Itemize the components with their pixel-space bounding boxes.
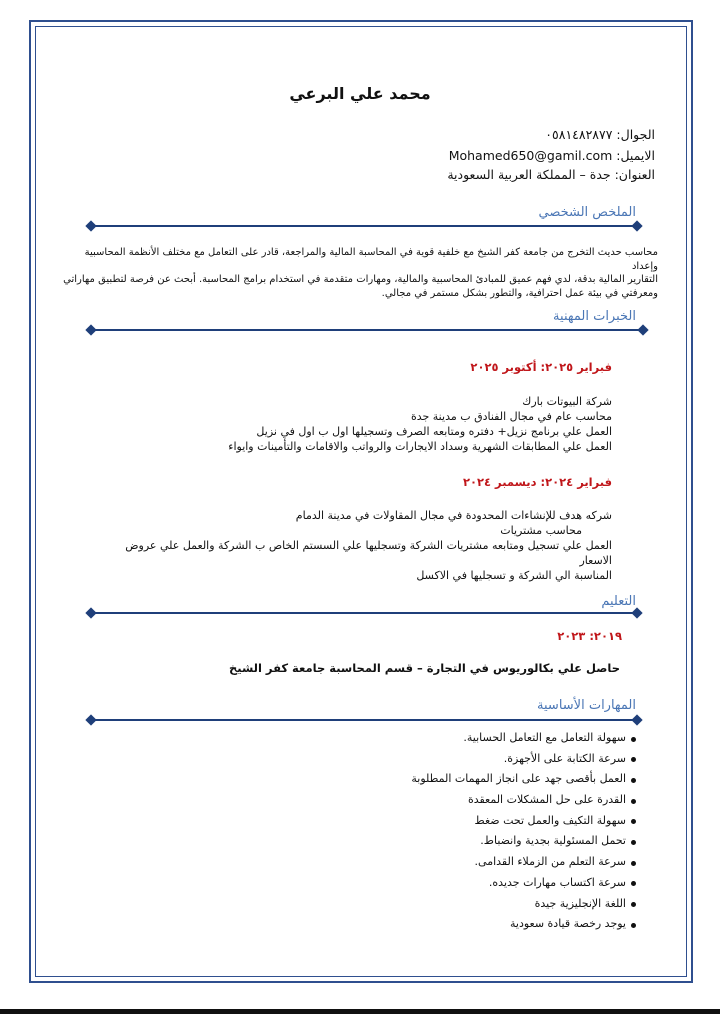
education-period: ٢٠١٩: ٢٠٢٣	[557, 629, 622, 643]
skills-divider	[91, 719, 637, 721]
summary-line: محاسب حديث التخرج من جامعة كفر الشيخ مع خلفية قوية في المحاسبة المالية والمراجعة، قادر على التعامل مع مختلف الأنظمة المحاسبية وإعداد	[84, 247, 658, 272]
summary-line: التقارير المالية بدقة، لدي فهم عميق للمبادئ المحاسبية والمالية، ومهارات متقدمة في استخدام برامج المحاسبة. أبحث عن فرصة لتطبيق مهاراتي	[63, 274, 658, 285]
summary-divider	[91, 225, 637, 227]
education-divider	[91, 612, 637, 614]
skill-item: تحمل المسئولية بجدية وانضباط.	[336, 831, 636, 852]
education-title: التعليم	[601, 594, 636, 609]
page-bottom-edge	[0, 1009, 720, 1014]
job-line: محاسب مشتريات	[500, 524, 582, 537]
contact-address: العنوان: جدة – المملكة العربية السعودية	[447, 167, 655, 182]
job-period: فبراير ٢٠٢٤: ديسمبر ٢٠٢٤	[462, 475, 612, 489]
skill-item: سرعة الكتابة على الأجهزة.	[336, 749, 636, 770]
skill-item: يوجد رخصة قيادة سعودية	[336, 914, 636, 935]
job-period: فبراير ٢٠٢٥: أكتوبر ٢٠٢٥	[470, 360, 612, 374]
job-line: العمل علي برنامج نزيل+ دفتره ومتابعه الصرف وتسجيلها اول ب اول في نزيل	[256, 425, 612, 438]
contact-phone: الجوال: ٠٥٨١٤٨٢٨٧٧	[545, 127, 655, 142]
skills-title: المهارات الأساسية	[537, 698, 636, 713]
experience-divider	[91, 329, 643, 331]
job-line: شركة البيوتات بارك	[522, 395, 612, 408]
skill-item: سهولة التعامل مع التعامل الحسابية.	[336, 728, 636, 749]
job-line: العمل علي المطابقات الشهرية وسداد الايجارات والرواتب والاقامات والتأمينات وايواء	[228, 440, 612, 453]
summary-title: الملخص الشخصي	[538, 205, 636, 220]
skill-item: القدرة على حل المشكلات المعقدة	[336, 790, 636, 811]
job-line: العمل علي تسجيل ومتابعه مشتريات الشركة وتسجليها علي السستم الخاص ب الشركة والعمل علي عروض الاسعار	[125, 539, 612, 567]
job-line: شركه هدف للإنشاءات المحدودة في مجال المقاولات في مدينة الدمام	[295, 509, 612, 522]
skill-item: سهولة التكيف والعمل تحت ضغط	[336, 811, 636, 832]
job-line: المناسبة الي الشركة و تسجليها في الاكسل	[416, 569, 612, 582]
skill-item: العمل بأقصى جهد على انجاز المهمات المطلوبة	[336, 769, 636, 790]
candidate-name: محمد علي البرعي	[289, 84, 431, 103]
summary-line: ومعرفتي في بيئة عمل احترافية، والتطور بشكل مستمر في مجالي.	[381, 287, 658, 299]
job-line: محاسب عام في مجال الفنادق ب مدينة جدة	[410, 410, 612, 423]
skill-item: سرعة التعلم من الزملاء القدامى.	[336, 852, 636, 873]
skill-item: اللغة الإنجليزية جيدة	[336, 894, 636, 915]
education-degree: حاصل علي بكالوريوس في التجارة – قسم المحاسبة جامعة كفر الشيخ	[228, 661, 620, 675]
job-details	[92, 508, 612, 583]
job-details	[52, 394, 612, 454]
summary-text	[58, 246, 658, 300]
skill-item: سرعة اكتساب مهارات جديده.	[336, 873, 636, 894]
contact-email: الايميل: Mohamed650@gamil.com	[448, 148, 655, 163]
experience-title: الخبرات المهنية	[553, 309, 636, 324]
skills-list	[336, 728, 636, 935]
